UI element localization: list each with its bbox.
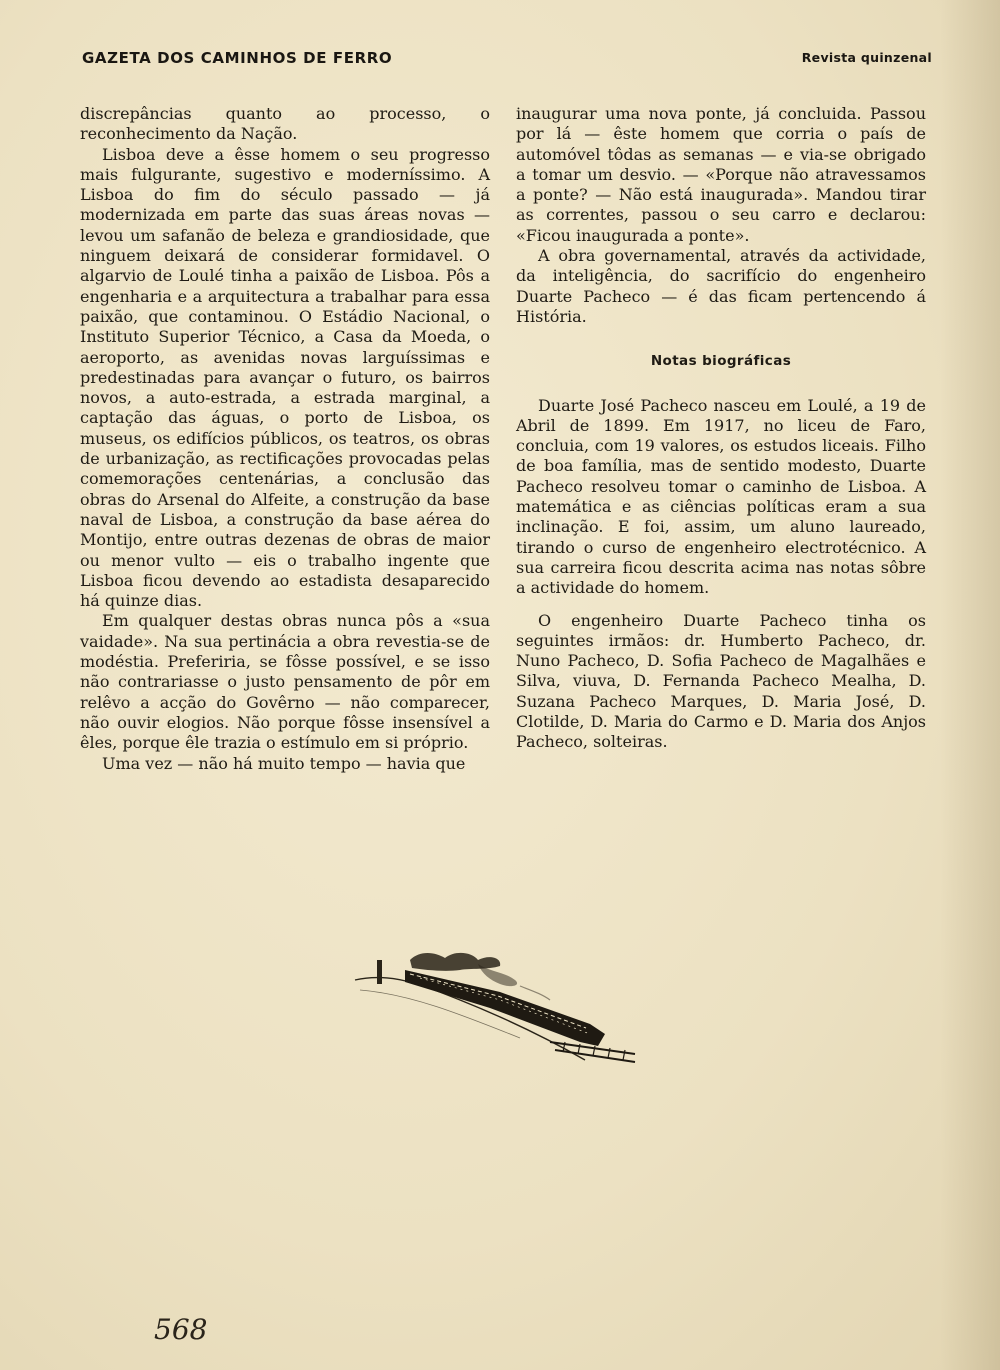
left-column (80, 104, 490, 774)
left-paragraph-3: Em qualquer destas obras nunca pôs a «sua vaidade». Na sua pertinácia a obra revestia-se de modéstia. Preferiria, se fôsse possível, e se isso não contrariasse o justo pensamento de pôr em relêvo a acção do Govêrno — não comparecer, não ouvir elogios. Não porque fôsse insensível a êles, porque êle trazia o estímulo em si próprio. (80, 611, 490, 753)
left-paragraph-2: Lisboa deve a êsse homem o seu progresso mais fulgurante, sugestivo e moderníssimo. A Lisboa do fim do século passado — já modernizada em parte das suas áreas novas — levou um safanão de beleza e grandiosidade, que ninguem deixará de considerar formidavel. O algarvio de Loulé tinha a paixão de Lisboa. Pôs a engenharia e a arquitectura a trabalhar para essa paixão, que contaminou. O Estádio Nacional, o Instituto Superior Técnico, a Casa da Moeda, o aeroporto, as avenidas novas larguíssimas e predestinadas para avançar o futuro, os bairros novos, a auto-estrada, a estrada marginal, a captação das águas, o porto de Lisboa, os museus, os edifícios públicos, os teatros, os obras de urbanização, as rectificações provocadas pelas comemorações centenárias, a conclusão das obras do Arsenal do Alfeite, a construção da base naval de Lisboa, a construção da base aérea do Montijo, entre outras dezenas de obras de maior ou menor vulto — eis o trabalho ingente que Lisboa ficou devendo ao estadista desaparecido há quinze dias. (80, 144, 490, 611)
right-paragraph-3: Duarte José Pacheco nasceu em Loulé, a 19 de Abril de 1899. Em 1917, no liceu de Faro, concluia, com 19 valores, os estudos liceais. Filho de boa família, mas de sentido modesto, Duarte Pacheco resolveu tomar o caminho de Lisboa. A matemática e as ciências políticas eram a sua inclinação. E foi, assim, um aluno laureado, tirando o curso de engenheiro electrotécnico. A sua carreira ficou descrita acima nas notas sôbre a actividade do homem. (516, 395, 926, 598)
journal-title: GAZETA DOS CAMINHOS DE FERRO (82, 49, 393, 67)
left-paragraph-4: Uma vez — não há muito tempo — havia que (102, 753, 466, 773)
page-number: 568 (154, 1313, 208, 1346)
left-paragraph-1: discrepâncias quanto ao processo, o reconhecimento da Nação. (80, 104, 490, 144)
section-title: Notas biográficas (650, 353, 792, 370)
right-paragraph-4: O engenheiro Duarte Pacheco tinha os seguintes irmãos: dr. Humberto Pacheco, dr. Nuno Pacheco, D. Sofia Pacheco de Magalhães e Silva, viuva, D. Fernanda Pacheco Mealha, D. Suzana Pacheco Marques, D. Maria José, D. Clotilde, D. Maria do Carmo e D. Maria dos Anjos Pacheco, solteiras. (516, 610, 926, 752)
train-illustration-icon (350, 942, 640, 1067)
journal-subtitle: Revista quinzenal (801, 50, 932, 65)
right-paragraph-2: A obra governamental, através da actividade, da inteligência, do sacrifício do engenheiro Duarte Pacheco — é das ficam pertencendo á História. (516, 246, 926, 326)
right-column (516, 104, 926, 753)
page-edge-shadow (940, 0, 1000, 1370)
right-paragraph-1: inaugurar uma nova ponte, já concluida. Passou por lá — êste homem que corria o país de automóvel tôdas as semanas — e via-se obrigado a tomar um desvio. — «Porque não atravessamos a ponte? — Não está inaugurada». Mandou tirar as correntes, passou o seu carro e declarou: «Ficou inaugurada a ponte». (516, 104, 926, 245)
